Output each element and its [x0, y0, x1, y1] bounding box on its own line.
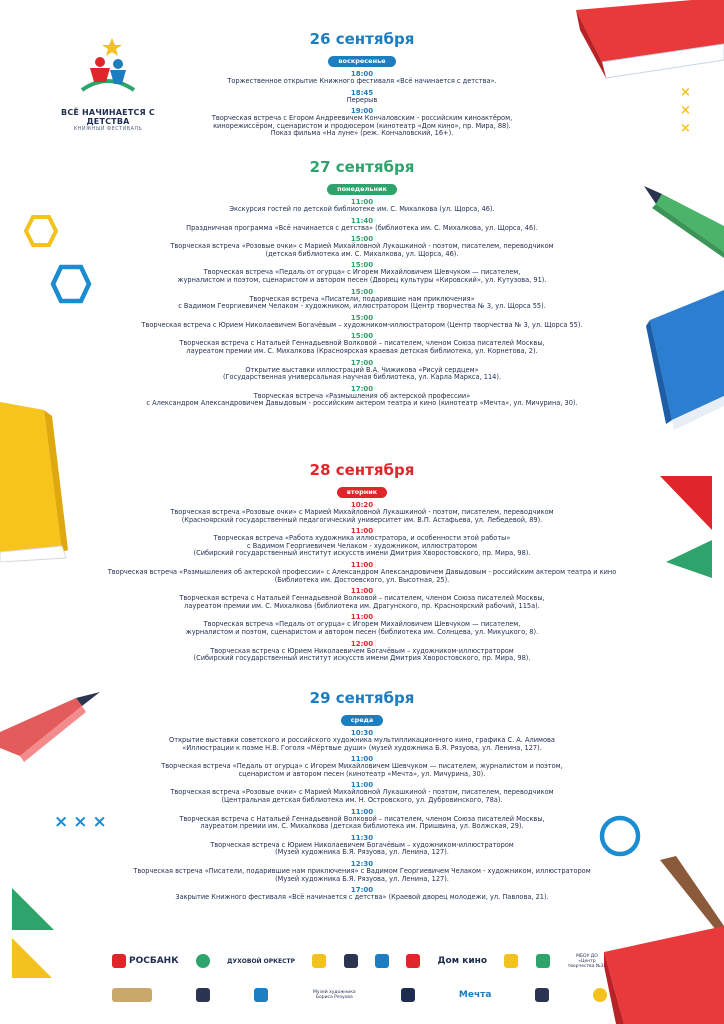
event-time: 18:45	[350, 88, 374, 97]
sponsor-label: Мечта	[458, 990, 492, 1000]
logo-c-icon	[375, 954, 389, 968]
sponsor-coat-of-arms	[406, 954, 420, 968]
day-title: 29 сентября	[309, 689, 415, 707]
sponsor-logo-h	[254, 988, 268, 1002]
event-time: 15:00	[350, 313, 374, 322]
event-item	[40, 886, 684, 902]
event-text: Творческая встреча с Натальей Геннадьевной Волковой – писателем, членом Союза писателей Москвы, лауреатом премии им. С. Михалкова (библиотека им. Драгунского, пр. Красноярский рабочий, 115а).	[179, 594, 545, 610]
event-item	[40, 808, 684, 831]
sponsor-dom-kino	[438, 956, 488, 966]
event-item	[40, 70, 684, 86]
sponsor-label: РОСБАНК	[129, 956, 179, 966]
event-item	[40, 217, 684, 233]
emblem-icon	[196, 954, 210, 968]
weekday-badge: понедельник	[327, 184, 397, 195]
sponsor-logo-d	[504, 954, 518, 968]
event-item	[40, 385, 684, 408]
logo-subtitle: КНИЖНЫЙ ФЕСТИВАЛЬ	[73, 126, 143, 132]
event-text: Творческая встреча «Размышления об актерской профессии» с Александром Александровичем Давыдовым - российским актером театра и кино (кинотеатр «Мечта», ул. Мичурина, 30).	[146, 391, 578, 408]
rosbank-logo-icon	[112, 954, 126, 968]
weekday-badge: воскресенье	[328, 56, 395, 67]
event-text: Творческая встреча «Розовые очки» с Марией Михайловной Лукашкиной - поэтом, писателем, переводчиком (детская библиотека им. С. Михалкова, ул. Щорса, 46).	[170, 242, 554, 258]
event-time: 11:40	[350, 216, 374, 225]
event-text: Творческая встреча «Писатели, подарившие нам приключения» с Вадимом Георгиевичем Челаком - художником, иллюстратором (Центр творчества № 3, ул. Щорса 55).	[178, 294, 546, 311]
event-text: Творческая встреча «Розовые очки» с Марией Михайловной Лукашкиной - поэтом, писателем, переводчиком (Центральная детская библиотека им. Н. Островского, ул. Дубровинского, 78а).	[170, 788, 554, 804]
sponsor-label: МБОУ ДО «Центр творчества №3»	[567, 953, 607, 969]
event-item	[40, 755, 684, 778]
event-text: Творческая встреча «Писатели, подарившие нам приключения» с Вадимом Георгиевичем Челаком - художником, иллюстратором (Музей художника Б.Я. Рязуова, ул. Ленина, 127).	[133, 866, 591, 883]
event-item	[40, 613, 684, 636]
event-text: Творческая встреча с Юрием Николаевичем Богачёвым – художником-иллюстратором (Сибирский государственный институт искусств имени Дмитрия Хворостовского, пр. Мира, 98).	[193, 646, 531, 663]
sponsor-museum	[311, 990, 357, 1000]
event-text: Творческая встреча «Размышления об актерской профессии» с Александром Александровичем Давыдовым - российским актером театра и кино (Библиотека им. Достоевского, ул. Высотная, 25).	[107, 567, 617, 584]
event-text: Экскурсия гостей по детской библиотеке им. С. Михалкова (ул. Щорса, 46).	[229, 205, 495, 213]
event-text: Перерыв	[346, 95, 378, 104]
event-text: Открытие выставки советского и российского художника мультипликационного кино, графика С. А. Алимова «Иллюстрации к поэме Н.В. Гоголя «Мёртвые души» (музей художника Б.Я. Рязуова, ул. Ленина, 127).	[169, 736, 555, 752]
event-item	[40, 288, 684, 311]
event-time: 11:00	[350, 781, 374, 790]
event-text: Творческая встреча с Натальей Геннадьевной Волковой – писателем, членом Союза писателей Москвы, лауреатом премии им. С. Михалкова (Красноярская краевая детская библиотека, ул. Корнетова, 2).	[179, 339, 545, 355]
day-section-26	[40, 31, 684, 138]
event-item	[40, 89, 684, 105]
x-marks-top-right: × × ×	[680, 85, 691, 136]
event-time: 15:00	[350, 332, 374, 341]
day-title: 28 сентября	[309, 461, 415, 479]
logo-j-icon	[535, 988, 549, 1002]
logo-e-icon	[536, 954, 550, 968]
sponsor-logo-k	[593, 988, 607, 1002]
sponsor-logo-a	[312, 954, 326, 968]
event-text: Творческая встреча «Розовые очки» с Марией Михайловной Лукашкиной - поэтом, писателем, переводчиком (Красноярский государственный педагогический университет им. В.П. Астафьева, ул. Лебедевой, 89).	[170, 508, 554, 524]
day-section-27	[40, 159, 684, 408]
event-time: 11:00	[350, 807, 374, 816]
sponsor-center-3	[567, 954, 607, 969]
event-item	[40, 640, 684, 663]
logo-b-icon	[344, 954, 358, 968]
sponsor-logos	[112, 944, 607, 1012]
event-text: Творческая встреча с Юрием Николаевичем Богачёвым – художником-иллюстратором (Музей художника Б.Я. Рязуова, ул. Ленина, 127).	[210, 840, 514, 857]
event-time: 11:00	[350, 587, 374, 596]
event-item	[40, 860, 684, 883]
event-text: Творческая встреча «Педаль от огурца» с Игорем Михайловичем Шевчуком — писателем, журналистом и поэтом, сценаристом и автором песен (кинотеатр «Мечта», ул. Мичурина, 30).	[161, 762, 563, 778]
day-title: 27 сентября	[309, 158, 415, 176]
event-item	[40, 561, 684, 584]
event-time: 17:00	[350, 886, 374, 895]
event-time: 11:00	[350, 527, 374, 536]
event-time: 11:30	[350, 833, 374, 842]
sponsor-logo-g	[196, 988, 210, 1002]
sponsor-logo-j	[535, 988, 549, 1002]
sponsor-row-1	[112, 944, 607, 978]
event-time: 15:00	[350, 235, 374, 244]
event-time: 10:20	[350, 501, 374, 509]
event-text: Творческая встреча «Работа художника иллюстратора, и особенности этой работы» с Вадимом Георгиевичем Челаком - художником, иллюстратором (Сибирский государственный институт искусств имени Дмитрия Хворостовского, пр. Мира, 98).	[193, 534, 531, 558]
sponsor-label: ДУХОВОЙ ОРКЕСТР	[227, 957, 296, 965]
sponsor-mechta	[459, 990, 492, 1000]
event-item	[40, 332, 684, 355]
event-item	[40, 729, 684, 752]
sponsor-logo-e	[536, 954, 550, 968]
coat-of-arms-icon	[406, 954, 420, 968]
event-item	[40, 587, 684, 610]
event-time: 15:00	[350, 261, 374, 270]
sponsor-label: Музей художника Бориса Рязуова	[313, 990, 356, 1000]
event-text: Закрытие Книжного фестиваля «Всё начинается с детства» (Краевой дворец молодежи, ул. Павлова, 21).	[175, 893, 549, 902]
weekday-badge: вторник	[337, 487, 387, 498]
event-time: 10:30	[350, 729, 374, 737]
event-item	[40, 359, 684, 382]
day-section-29	[40, 690, 684, 902]
sponsor-logo-c	[375, 954, 389, 968]
event-text: Торжественное открытие Книжного фестиваля «Всё начинается с детства».	[227, 77, 497, 85]
weekday-badge: среда	[341, 715, 384, 726]
logo-k-icon	[593, 988, 607, 1002]
event-time: 19:00	[350, 107, 374, 116]
event-time: 11:00	[350, 613, 374, 622]
event-text: Творческая встреча «Педаль от огурца» с Игорем Михайловичем Шевчуком — писателем, журналистом и поэтом, сценаристом и автором песен (библиотека им. Солнцева, ул. Микуцкого, 8).	[185, 620, 539, 636]
sponsor-logo-i	[401, 988, 415, 1002]
event-time: 15:00	[350, 287, 374, 296]
event-item	[40, 261, 684, 284]
event-text: Творческая встреча «Педаль от огурца» с Игорем Михайловичем Шевчуком — писателем, журналистом и поэтом, сценаристом и автором песен (Дворец культуры «Кировский», ул. Кутузова, 91).	[177, 268, 547, 284]
logo-f-icon	[112, 988, 152, 1002]
logo-i-icon	[401, 988, 415, 1002]
event-time: 11:00	[350, 755, 374, 764]
logo-g-icon	[196, 988, 210, 1002]
event-time: 17:00	[350, 384, 374, 393]
event-text: Творческая встреча с Егором Андреевичем Кончаловским - российским киноактёром, кинорежиссёром, сценаристом и продюсером (кинотеатр «Дом кино», пр. Мира, 88). Показ фильма «На луне» (реж. Кончаловский, 16+).	[211, 114, 513, 138]
event-item	[40, 198, 684, 214]
event-item	[40, 527, 684, 558]
event-item	[40, 781, 684, 804]
logo-title: ВСЁ НАЧИНАЕТСЯ С ДЕТСТВА	[61, 108, 155, 126]
sponsor-row-2	[112, 978, 607, 1012]
event-time: 12:30	[350, 859, 374, 868]
logo-h-icon	[254, 988, 268, 1002]
sponsor-logo-b	[344, 954, 358, 968]
event-text: Творческая встреча с Юрием Николаевичем Богачёвым – художником-иллюстратором (Центр творчества № 3, ул. Щорса 55).	[141, 320, 583, 329]
sponsor-logo-f	[112, 988, 152, 1002]
event-time: 17:00	[350, 358, 374, 367]
event-item	[40, 314, 684, 330]
sponsor-label: Дом кино	[437, 956, 488, 966]
event-text: Открытие выставки иллюстраций В.А. Чижикова «Рисуй сердцем» (Государственная универсальная научная библиотека, ул. Карла Маркса, 114).	[222, 365, 502, 382]
event-item	[40, 235, 684, 258]
event-item	[40, 107, 684, 138]
sponsor-orchestra	[227, 958, 295, 965]
event-time: 11:00	[350, 560, 374, 569]
x-marks-bottom-left: ×××	[54, 812, 112, 832]
day-section-28	[40, 462, 684, 663]
event-time: 12:00	[350, 639, 374, 648]
sponsor-rosbank	[112, 954, 179, 968]
event-time: 11:00	[350, 198, 374, 206]
event-item	[40, 834, 684, 857]
event-time: 18:00	[350, 70, 374, 78]
logo-a-icon	[312, 954, 326, 968]
day-title: 26 сентября	[309, 30, 415, 48]
event-item	[40, 501, 684, 524]
logo-d-icon	[504, 954, 518, 968]
sponsor-emblem	[196, 954, 210, 968]
event-text: Праздничная программа «Всё начинается с детства» (библиотека им. С. Михалкова, ул. Щорса, 46).	[186, 223, 538, 232]
event-text: Творческая встреча с Натальей Геннадьевной Волковой – писателем, членом Союза писателей Москвы, лауреатом премии им. С. Михалкова (детская библиотека им. Пришвина, ул. Волжская, 29).	[179, 814, 545, 831]
